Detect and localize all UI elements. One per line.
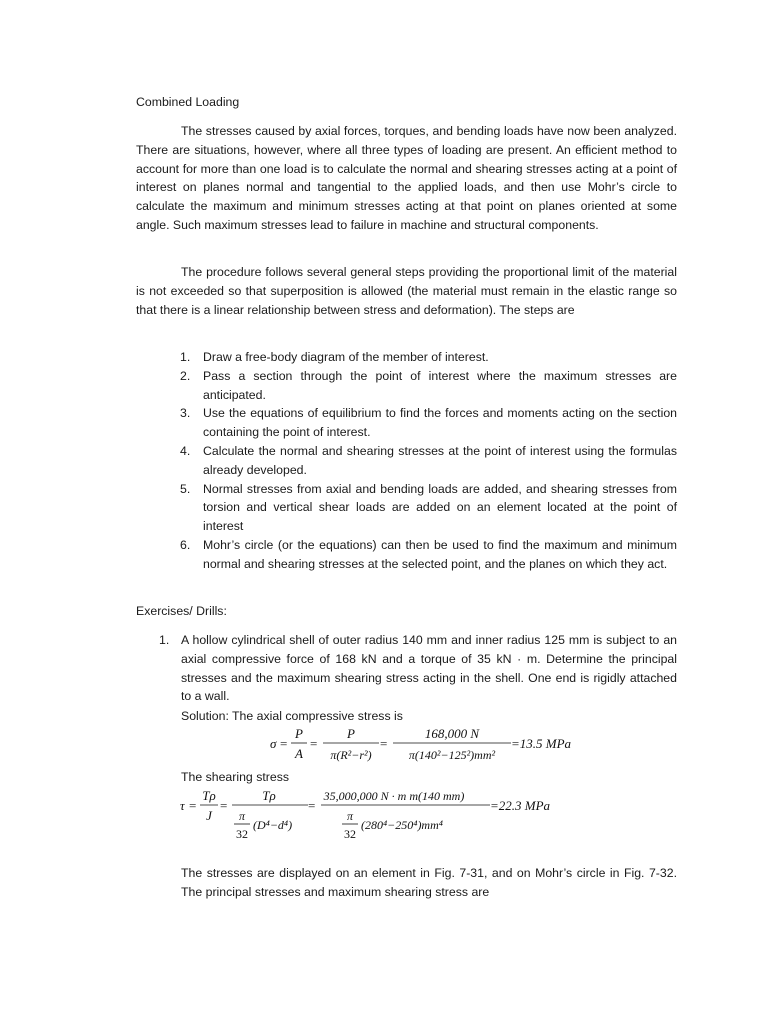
eq1-equals: =: [280, 736, 288, 751]
procedure-steps-list: [180, 348, 677, 574]
eq2-equals: =: [220, 798, 228, 813]
section-heading: Combined Loading: [136, 95, 240, 109]
exercise-number: 1.: [159, 633, 170, 647]
eq2-f3-num: 35,000,000 N · m m(140 mm): [323, 789, 465, 803]
eq2-f1-den: J: [206, 808, 212, 823]
list-item-text: Use the equations of equilibrium to find the forces and moments acting on the section containing the point of interest.: [203, 406, 677, 440]
eq1-f2-num: P: [347, 726, 355, 741]
procedure-paragraph: The procedure follows several general steps providing the proportional limit of the material is not exceeded so that superposition is allowed (the material must remain in the elastic range so that there is a linear relationship between stress and deformation). The steps are: [136, 265, 677, 317]
intro-paragraph: The stresses caused by axial forces, torques, and bending loads have now been analyzed. There are situations, however, where all three types of loading are present. An efficient method to account for more than one load is to calculate the normal and shearing stresses acting at a point of interest on planes normal and tangential to the applied loads, and then use Mohr’s circle to calculate the maximum and minimum stresses acting at that point on planes oriented at some angle. Such maximum stresses lead to failure in machine and structural components.: [136, 124, 677, 232]
list-item-text: Calculate the normal and shearing stresses at the point of interest using the formulas already developed.: [203, 443, 677, 477]
list-item-text: Pass a section through the point of interest where the maximum stresses are anticipated.: [203, 368, 677, 402]
eq1-f1-num: P: [295, 726, 303, 741]
list-item-number: 1.: [180, 350, 191, 364]
axial-stress-equation: [270, 726, 600, 770]
list-item-text: Normal stresses from axial and bending loads are added, and shearing stresses from torsion and vertical shear loads are added on an element located at the point of interest: [203, 481, 677, 534]
eq2-result: =22.3 MPa: [490, 798, 551, 813]
eq2-f3-den-pi: π: [346, 809, 354, 823]
list-item-number: 5.: [180, 481, 191, 496]
closing-paragraph: The stresses are displayed on an element in Fig. 7-31, and on Mohr’s circle in Fig. 7-32. The principal stresses and maximum shearing stress are: [181, 866, 677, 899]
list-item-number: 6.: [180, 537, 191, 552]
eq1-result: =13.5 MPa: [511, 736, 572, 751]
list-item-text: Mohr’s circle (or the equations) can then be used to find the maximum and minimum normal and shearing stresses at the selected point, and the planes on which they act.: [203, 537, 677, 571]
list-item: [180, 367, 677, 405]
list-item-number: 2.: [180, 368, 191, 383]
solution-label: Solution: The axial compressive stress is: [181, 709, 403, 723]
exercise-text: A hollow cylindrical shell of outer radius 140 mm and inner radius 125 mm is subject to an axial compressive force of 168 kN and a torque of 35 kN · m. Determine the principal stresses and the maximum shearing stress acting in the shell. One end is rigidly attached to a wall.: [181, 633, 677, 704]
eq1-equals: =: [380, 736, 388, 751]
eq1-lhs: σ: [270, 736, 277, 751]
list-item: [180, 442, 677, 480]
list-item-number: 3.: [180, 406, 191, 421]
eq1-equals: =: [310, 736, 318, 751]
eq2-equals: =: [308, 798, 316, 813]
eq1-f1-den: A: [295, 746, 303, 761]
list-item: [180, 480, 677, 536]
eq2-f3-den-rest: (280⁴−250⁴)mm⁴: [361, 818, 443, 832]
eq2-f2-den-pi: π: [238, 809, 246, 823]
eq2-f1-num: Tρ: [202, 788, 216, 803]
eq1-f2-den: π(R²−r²): [330, 748, 372, 762]
list-item-text: Draw a free-body diagram of the member of interest.: [203, 350, 489, 364]
list-item-number: 4.: [180, 443, 191, 458]
eq2-equals: =: [189, 798, 197, 813]
eq1-f3-den: π(140²−125²)mm²: [408, 748, 496, 762]
eq2-f3-den-32: 32: [344, 827, 356, 841]
exercise-item: [159, 631, 677, 706]
shearing-stress-equation: [180, 788, 600, 850]
eq2-f2-den-rest: (D⁴−d⁴): [253, 818, 293, 832]
list-item: [180, 536, 677, 574]
list-item: [180, 348, 677, 367]
exercises-heading: Exercises/ Drills:: [136, 604, 227, 618]
eq2-f2-den-32: 32: [236, 827, 248, 841]
shearing-stress-label: The shearing stress: [181, 770, 289, 784]
eq2-lhs: τ: [180, 798, 185, 813]
list-item: [180, 404, 677, 442]
eq1-f3-num: 168,000 N: [424, 726, 480, 741]
eq2-f2-num: Tρ: [262, 788, 276, 803]
